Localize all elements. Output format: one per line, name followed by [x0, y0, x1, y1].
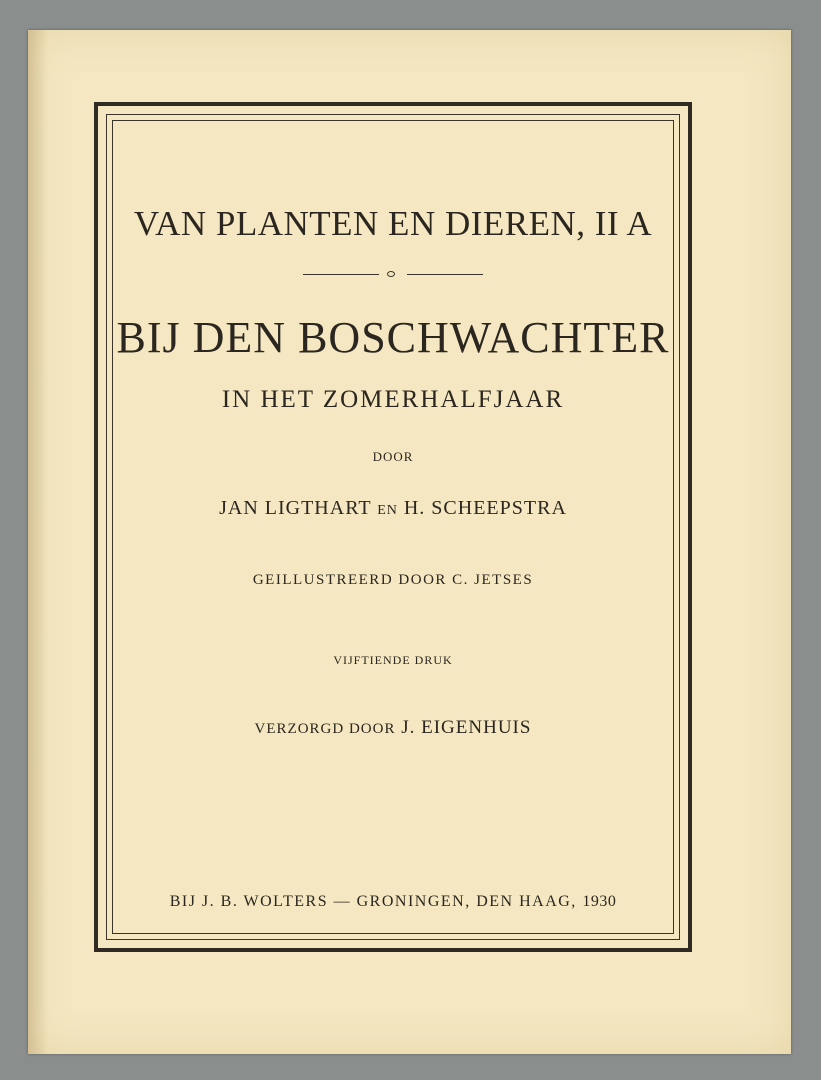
editor-prefix: VERZORGD DOOR: [254, 721, 396, 737]
ornament-rule-right: [407, 274, 483, 275]
publisher-name: BIJ J. B. WOLTERS — GRONINGEN, DEN HAAG,: [169, 893, 577, 910]
publication-year: 1930: [582, 893, 617, 910]
publisher-line: [98, 893, 688, 911]
author-ligthart: JAN LIGTHART: [219, 497, 372, 519]
edition-label: VIJFTIENDE DRUK: [333, 653, 453, 667]
ornament-rule-left: [303, 274, 379, 275]
editor-line: [98, 717, 688, 739]
editor-name: J. EIGENHUIS: [401, 717, 532, 738]
main-title: BIJ DEN BOSCHWACHTER: [116, 313, 670, 362]
author-conjunction: EN: [377, 503, 398, 518]
subtitle: IN HET ZOMERHALFJAAR: [221, 386, 565, 413]
illustrator-credit: GEILLUSTREERD DOOR C. JETSES: [252, 572, 534, 588]
spine-shadow: [28, 30, 48, 1054]
title-page-content: [98, 106, 688, 948]
book-cover: [28, 30, 791, 1054]
ornament-dot: [387, 271, 395, 277]
door-label: DOOR: [372, 449, 414, 464]
authors-line: [98, 497, 688, 520]
author-scheepstra: H. SCHEEPSTRA: [403, 497, 567, 519]
ornament-divider: [303, 270, 483, 280]
series-title: VAN PLANTEN EN DIEREN, II A: [133, 204, 653, 243]
decorative-frame: [94, 102, 692, 952]
